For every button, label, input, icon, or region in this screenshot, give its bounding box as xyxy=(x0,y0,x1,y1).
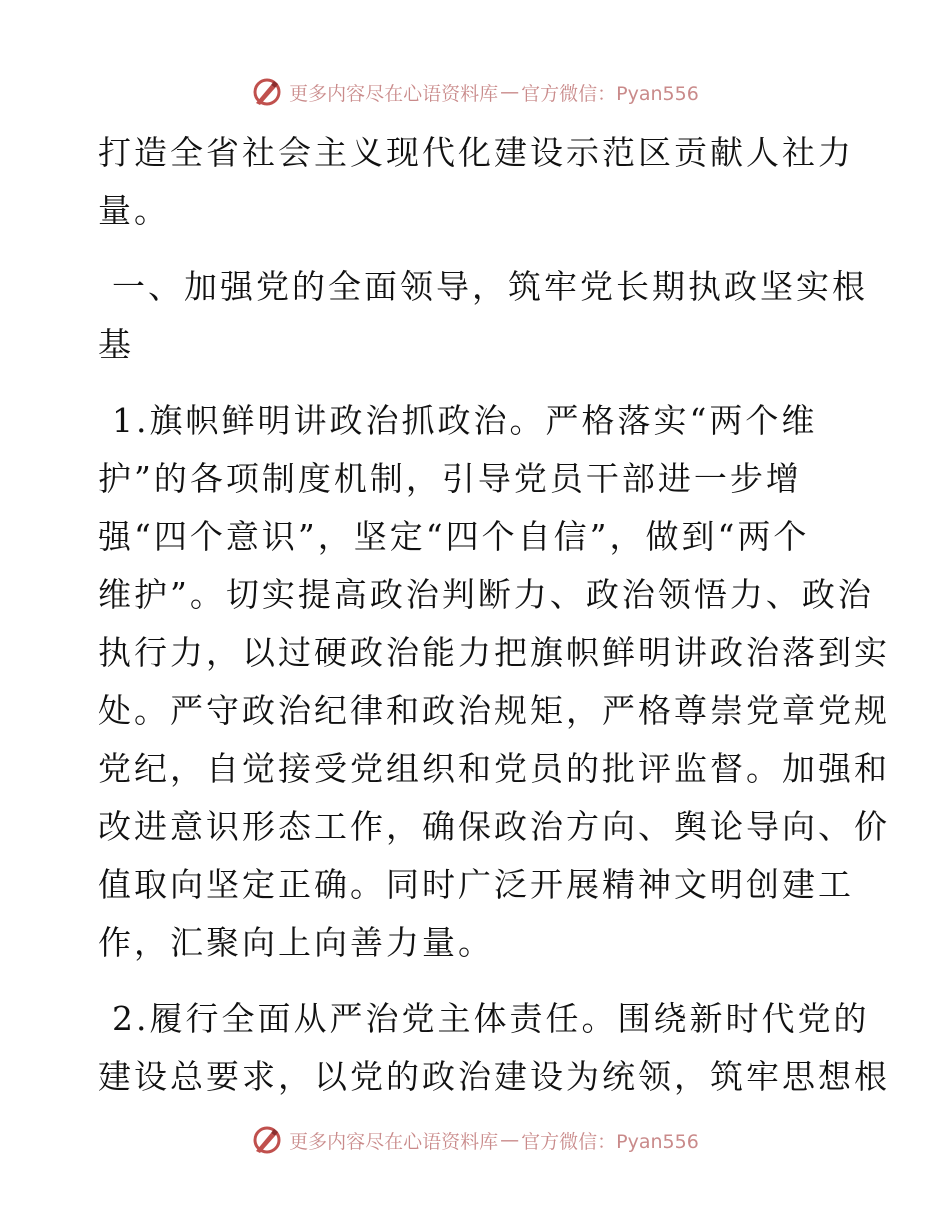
text-line: 党纪，自觉接受党组织和党员的批评监督。加强和 xyxy=(98,749,890,788)
text-line: 基 xyxy=(98,325,134,364)
watermark-separator: — xyxy=(500,1129,520,1151)
text-line: 作，汇聚向上向善力量。 xyxy=(98,923,494,962)
watermark-contact: 官方微信：Pyan556 xyxy=(521,1130,699,1153)
item-2-paragraph xyxy=(98,990,890,1106)
text-line: 维护”。切实提高政治判断力、政治领悟力、政治 xyxy=(98,575,874,614)
watermark-contact: 官方微信：Pyan556 xyxy=(521,82,699,105)
section-heading xyxy=(98,258,868,374)
text-line: 值取向坚定正确。同时广泛开展精神文明创建工 xyxy=(98,865,854,904)
text-line: 处。严守政治纪律和政治规矩，严格尊崇党章党规 xyxy=(98,691,890,730)
text-line: 1.旗帜鲜明讲政治抓政治。严格落实“两个维 xyxy=(112,401,818,440)
text-line: 一、加强党的全面领导，筑牢党长期执政坚实根 xyxy=(112,267,868,306)
text-line: 建设总要求，以党的政治建设为统领，筑牢思想根 xyxy=(98,1057,890,1096)
text-line: 打造全省社会主义现代化建设示范区贡献人社力 xyxy=(98,133,854,172)
watermark-title: 更多内容尽在心语资料库 xyxy=(289,82,499,105)
text-line: 强“四个意识”，坚定“四个自信”，做到“两个 xyxy=(98,517,810,556)
document-body xyxy=(98,124,890,1124)
watermark-title: 更多内容尽在心语资料库 xyxy=(289,1130,499,1153)
item-1-paragraph xyxy=(98,392,890,972)
watermark-separator: — xyxy=(500,81,520,103)
pen-logo-icon xyxy=(251,1124,283,1156)
text-line: 2.履行全面从严治党主体责任。围绕新时代党的 xyxy=(112,999,870,1038)
text-line: 量。 xyxy=(98,191,170,230)
text-line: 改进意识形态工作，确保政治方向、舆论导向、价 xyxy=(98,807,890,846)
intro-paragraph xyxy=(98,124,858,240)
watermark-header xyxy=(0,72,950,112)
watermark-footer xyxy=(0,1120,950,1160)
text-line: 执行力，以过硬政治能力把旗帜鲜明讲政治落到实 xyxy=(98,633,890,672)
pen-logo-icon xyxy=(251,76,283,108)
text-line: 护”的各项制度机制，引导党员干部进一步增 xyxy=(98,459,802,498)
